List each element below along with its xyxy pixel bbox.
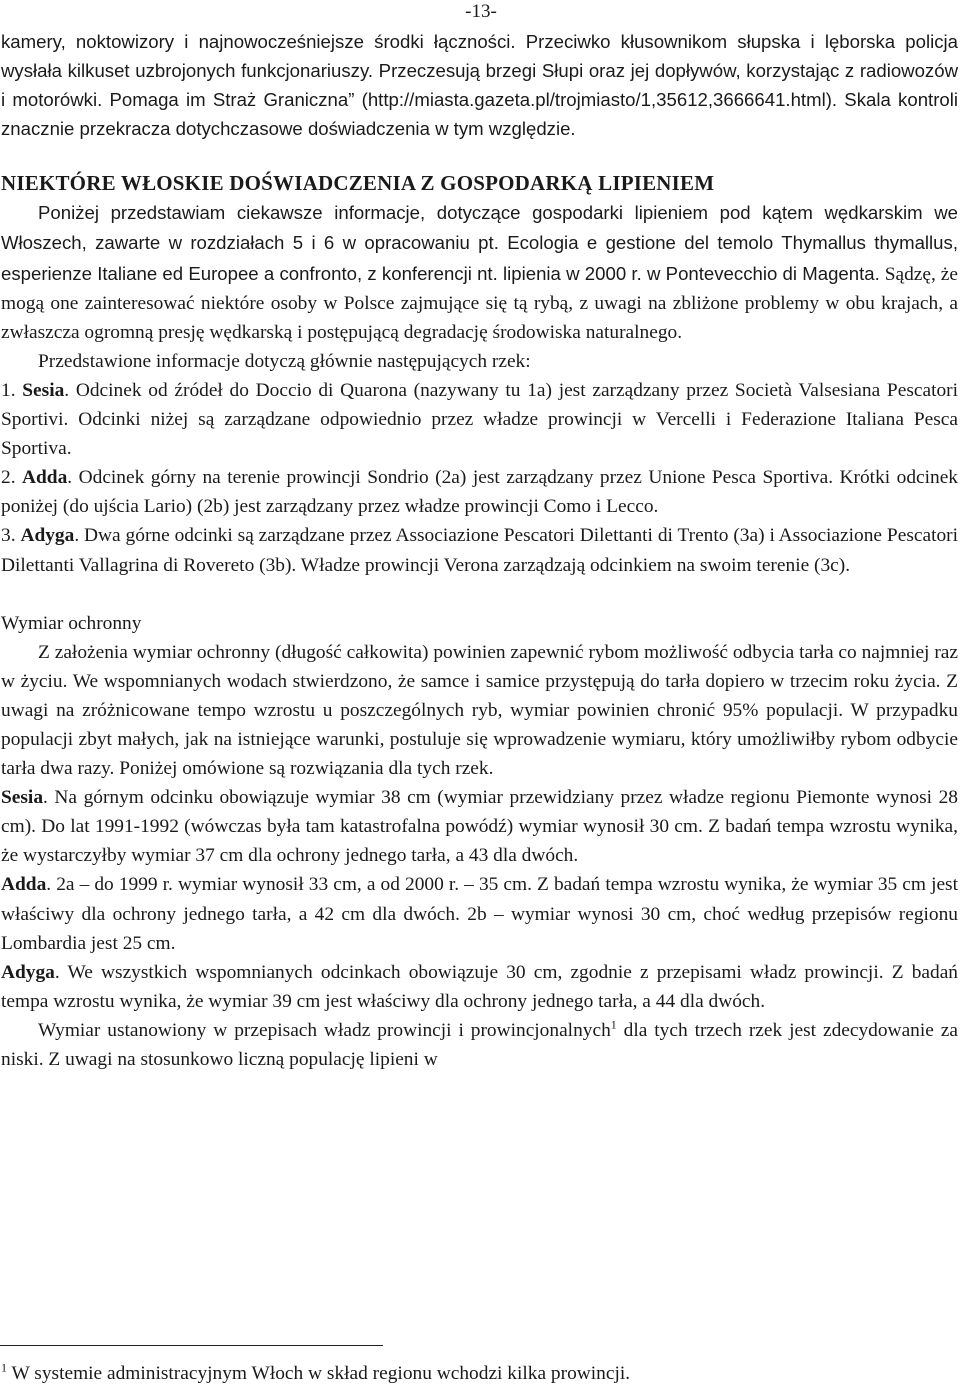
river-name: Sesia xyxy=(22,379,65,401)
paragraph-sources-serif: Sądzę, że mogą one zainteresować niektóre osoby w Polsce zajmujące się tą rybą, z uwagi na zbliżone problemy w obu krajach, a zwłaszcza ogromną presję wędkarską i postępującą degradację środowiska naturalnego. xyxy=(1,263,959,343)
subsection-title: Wymiar ochronny xyxy=(1,612,142,634)
page-number: -13- xyxy=(465,1,497,22)
river-name: Adda xyxy=(22,467,68,489)
closing-text-before: Wymiar ustanowiony w przepisach władz prowincji i prowincjonalnych xyxy=(38,1019,611,1041)
footnote-text: W systemie administracyjnym Włoch w skład regionu wchodzi kilka prowincji. xyxy=(7,1363,631,1384)
river-item-adda xyxy=(1,463,958,521)
measure-adda xyxy=(1,870,958,957)
footnote-reference[interactable]: 1 xyxy=(610,1017,617,1032)
page-body xyxy=(1,27,958,1074)
section-heading: NIEKTÓRE WŁOSKIE DOŚWIADCZENIA Z GOSPODARKĄ LIPIENIEM xyxy=(1,171,715,196)
measure-river-name: Adyga xyxy=(1,961,55,983)
measure-river-name: Sesia xyxy=(1,787,44,809)
measure-adyga xyxy=(1,958,958,1016)
measure-sesia xyxy=(1,783,958,870)
river-text: . Odcinek górny na terenie prowincji Sondrio (2a) jest zarządzany przez Unione Pesca Sportiva. Krótki odcinek poniżej (do ujścia Lario) (2b) jest zarządzany przez władze prowincji Como i Lecco. xyxy=(1,467,959,518)
intro-paragraph: kamery, noktowizory i najnowocześniejsze środki łączności. Przeciwko kłusownikom słupska i lęborska policja wysłała kilkuset uzbrojonych funkcjonariuszy. Przeczesują brzegi Słupi oraz jej dopływów, korzystając z radiowozów i motorówki. Pomaga im Straż Graniczna” (http://miasta.gazeta.pl/trojmiasto/1,35612,3666641.html). Skala kontroli znacznie przekracza dotychczasowe doświadczenia w tym względzie. xyxy=(1,31,958,140)
measure-text: . We wszystkich wspomnianych odcinkach obowiązuje 30 cm, zgodnie z przepisami władz prowincji. Z badań tempa wzrostu wynika, że wymiar 39 cm jest właściwy dla ochrony jednego tarła, a 44 dla dwóch. xyxy=(1,961,958,1012)
measure-text: . Na górnym odcinku obowiązuje wymiar 38 cm (wymiar przewidziany przez władze regionu Piemonte wynosi 28 cm). Do lat 1991-1992 (wówczas była tam katastrofalna powódź) wymiar wynosił 30 cm. Z badań tempa wzrostu wynika, że wystarczyłby wymiar 37 cm dla ochrony jednego tarła, a 43 dla dwóch. xyxy=(1,787,958,867)
wymiar-paragraph: Z założenia wymiar ochronny (długość całkowita) powinien zapewnić rybom możliwość odbycia tarła co najmniej raz w życiu. We wspomnianych wodach stwierdzono, że samce i samice przystępują do tarła dopiero w trzecim roku życia. Z uwagi na zróżnicowane tempo wzrostu u poszczególnych ryb, wymiar powinien chronić 95% populacji. W przypadku populacji zbyt małych, jak na istniejące warunki, postuluje się wprowadzenie wymiaru, który umożliwiłby rybom odbycie tarła dwa razy. Poniżej omówione są rozwiązania dla tych rzek. xyxy=(1,641,958,780)
closing-paragraph xyxy=(1,1016,958,1074)
river-number: 2. xyxy=(1,467,23,489)
footnote-separator xyxy=(0,1345,383,1346)
river-item-adyga xyxy=(1,521,958,579)
rivers-intro: Przedstawione informacje dotyczą głównie następujących rzek: xyxy=(38,350,531,372)
spacer xyxy=(1,580,958,609)
river-number: 3. xyxy=(1,525,21,547)
paragraph-sources-sans: Poniżej przedstawiam ciekawsze informacje, dotyczące gospodarki lipieniem pod kątem wędkarskim we Włoszech, zawarte w rozdziałach 5 i 6 w opracowaniu pt. Ecologia e gestione del temolo Thymallus thymallus, esperienze Italiane ed Europee a confronto, z konferencji nt. lipienia w 2000 r. w Pontevecchio di Magenta. xyxy=(1,202,958,284)
river-text: . Odcinek od źródeł do Doccio di Quarona (nazywany tu 1a) jest zarządzany przez Società Valsesiana Pescatori Sportivi. Odcinki niżej są zarządzane odpowiednio przez władze prowincji w Vercelli i Federazione Italiana Pesca Sportiva. xyxy=(1,379,958,460)
river-text: . Dwa górne odcinki są zarządzane przez Associazione Pescatori Dilettanti di Trento (3a) i Associazione Pescatori Dilettanti Vallagrina di Rovereto (3b). Władze prowincji Verona zarządzają odcinkiem na swoim terenie (3c). xyxy=(1,525,959,576)
paragraph-sources xyxy=(1,198,958,346)
footnote xyxy=(1,1360,941,1388)
measure-river-name: Adda xyxy=(1,874,47,896)
footnote-number: 1 xyxy=(1,1360,7,1375)
measure-text: . 2a – do 1999 r. wymiar wynosił 33 cm, a od 2000 r. – 35 cm. Z badań tempa wzrostu wynika, że wymiar 35 cm jest właściwy dla ochrony jednego tarła, a 42 cm dla dwóch. 2b – wymiar wynosi 30 cm, choć według przepisów regionu Lombardia jest 25 cm. xyxy=(1,874,958,954)
river-number: 1. xyxy=(1,379,23,401)
river-name: Adyga xyxy=(20,525,75,547)
closing-text-after: dla tych trzech rzek jest zdecydowanie za niski. Z uwagi na stosunkowo liczną populację lipieni w xyxy=(1,1019,958,1070)
river-item-sesia xyxy=(1,376,958,463)
